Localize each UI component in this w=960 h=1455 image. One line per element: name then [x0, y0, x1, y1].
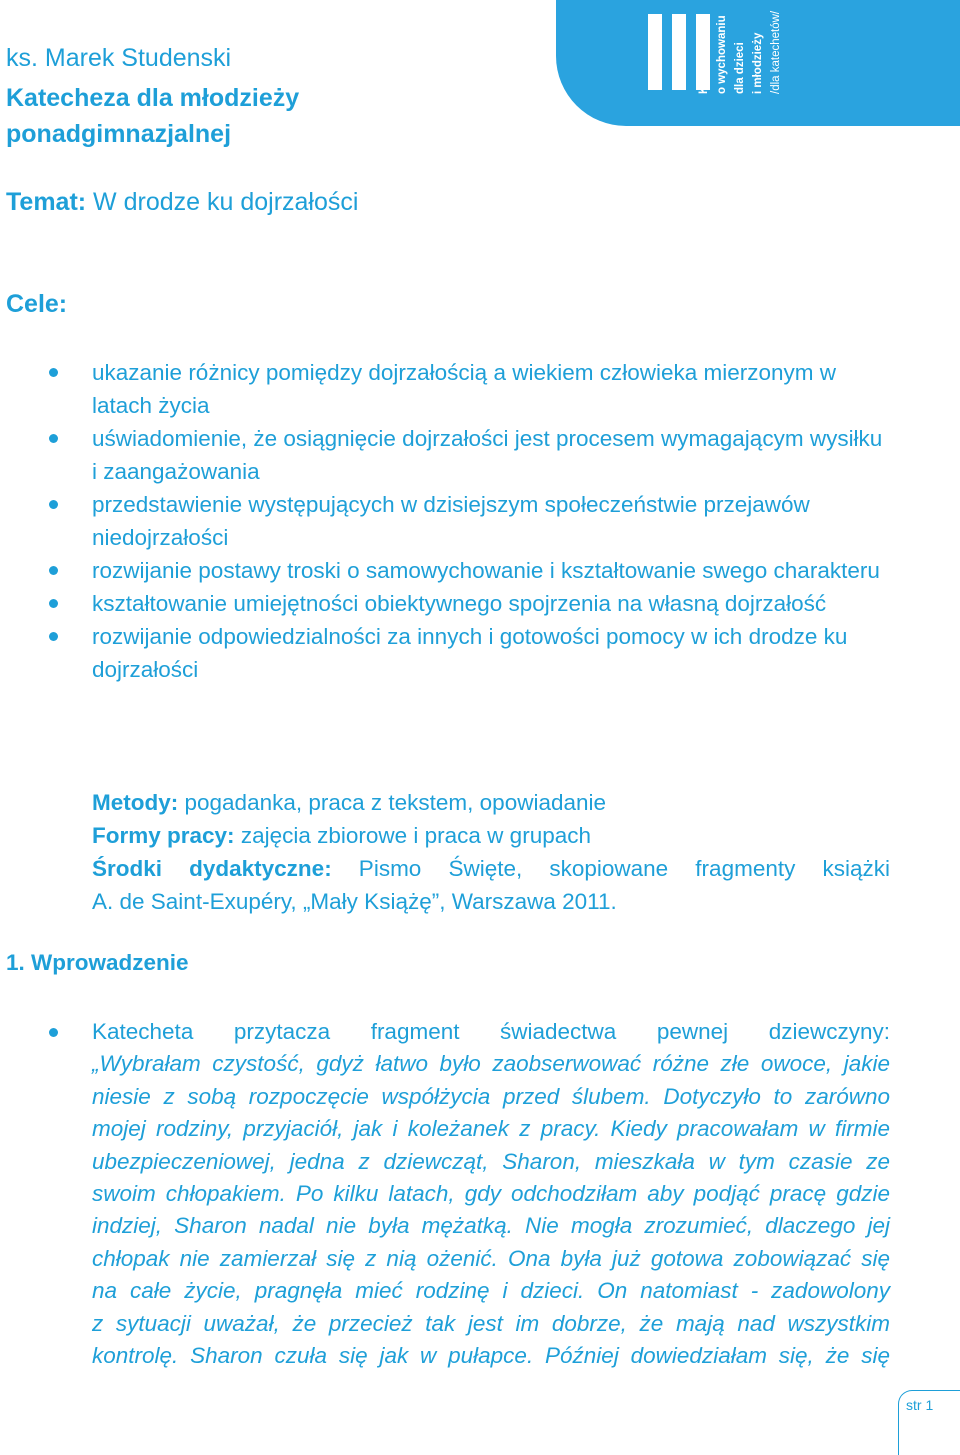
goal-text: uświadomienie, że osiągnięcie dojrzałości jest procesem wymagającym wysiłku i zaangażowania: [92, 426, 883, 484]
topic-label: Temat:: [6, 188, 87, 216]
topic-text: W drodze ku dojrzałości: [86, 188, 359, 216]
badge-line: /dla katechetów/: [770, 10, 782, 94]
bullet-icon: [49, 1028, 58, 1037]
badge-line: Katechezy: [698, 37, 710, 94]
badge-line: dla dzieci: [734, 42, 746, 94]
goal-text: kształtowanie umiejętności obiektywnego spojrzenia na własną dojrzałość: [92, 591, 827, 616]
badge-line: o wychowaniu: [716, 15, 728, 94]
means-line: [92, 852, 890, 885]
topic: [6, 188, 358, 217]
quote-line: „Wybrałam czystość, gdyż łatwo było zaobserwować różne złe owoce, jakie: [92, 1051, 890, 1077]
means-label: Środki dydaktyczne:: [92, 856, 332, 881]
series-badge: [556, 0, 960, 126]
forms-label: Formy pracy:: [92, 823, 235, 848]
means-line-2: A. de Saint-Exupéry, „Mały Książę”, Warszawa 2011.: [92, 889, 617, 914]
quote-line: indziej, Sharon nadal nie była mężatką. Nie mogła zrozumieć, dlaczego jej: [92, 1213, 890, 1239]
goal-text: przedstawienie występujących w dzisiejszym społeczeństwie przejawów niedojrzałości: [92, 492, 810, 550]
forms-line: [92, 819, 890, 852]
section-heading: 1. Wprowadzenie: [6, 950, 189, 975]
quote-line: niesie z sobą rozpoczęcie współżycia przed ślubem. Dotyczyło to zarówno: [92, 1083, 890, 1109]
goal-item: [92, 356, 892, 422]
title-line: ponadgimnazjalnej: [6, 120, 232, 148]
bullet-icon: [49, 632, 58, 641]
methods-block: [92, 786, 890, 918]
badge-series-title: [696, 12, 846, 94]
quote-line: swoim chłopakiem. Po kilku latach, gdy odchodziłam aby podjąć pracę gdzie: [92, 1181, 890, 1207]
quote-line: kontrolę. Sharon czuła się jak w pułapce. Później dowiedziałam się, że się: [92, 1343, 890, 1369]
bullet-icon: [49, 566, 58, 575]
quote-line: ubezpieczeniowej, jedna z dziewcząt, Sharon, mieszkała w tym czasie ze: [92, 1148, 890, 1174]
methods-line: [92, 786, 890, 819]
document-title: [6, 80, 299, 152]
author: ks. Marek Studenski: [6, 44, 232, 72]
methods-text: pogadanka, praca z tekstem, opowiadanie: [178, 790, 607, 815]
means-text: Pismo Święte, skopiowane fragmenty książki: [331, 856, 890, 881]
methods-label: Metody:: [92, 790, 179, 815]
goals-heading: Cele:: [6, 290, 68, 318]
goal-item: [92, 587, 892, 620]
goals-list: [92, 356, 892, 686]
goal-text: ukazanie różnicy pomiędzy dojrzałością a wiekiem człowieka mierzonym w latach życia: [92, 360, 837, 418]
badge-line: i młodzieży: [752, 32, 764, 94]
quote-line: z sytuacji uważał, że przecież tak jest im dobrze, że mają nad wszystkim: [92, 1310, 890, 1336]
quote-line: mojej rodziny, przyjaciół, jak i koleżanek z pracy. Kiedy pracowałam w firmie: [92, 1116, 890, 1142]
logo-bar: [648, 14, 662, 90]
bullet-icon: [49, 500, 58, 509]
quote-lead: Katecheta przytacza fragment świadectwa pewnej dziewczyny:: [92, 1019, 890, 1044]
goal-item: [92, 554, 892, 587]
goal-text: rozwijanie odpowiedzialności za innych i gotowości pomocy w ich drodze ku dojrzałości: [92, 624, 848, 682]
quote-line: na całe życie, pragnęła mieć rodzinę i dzieci. On natomiast - zadowolony: [92, 1278, 890, 1304]
quote-line: chłopak nie zamierzał się z nią ożenić. Ona była już gotowa zobowiązać się: [92, 1245, 890, 1271]
bullet-icon: [49, 434, 58, 443]
forms-text: zajęcia zbiorowe i praca w grupach: [234, 823, 591, 848]
goal-item: [92, 422, 892, 488]
title-line: Katecheza dla młodzieży: [6, 84, 300, 112]
goal-item: [92, 620, 892, 686]
page-number: str 1: [906, 1397, 934, 1413]
goal-item: [92, 488, 892, 554]
goal-text: rozwijanie postawy troski o samowychowanie i kształtowanie swego charakteru: [92, 558, 880, 583]
bullet-icon: [49, 368, 58, 377]
quote-block: [92, 1016, 890, 1372]
logo-bar: [672, 14, 686, 90]
bullet-icon: [49, 599, 58, 608]
